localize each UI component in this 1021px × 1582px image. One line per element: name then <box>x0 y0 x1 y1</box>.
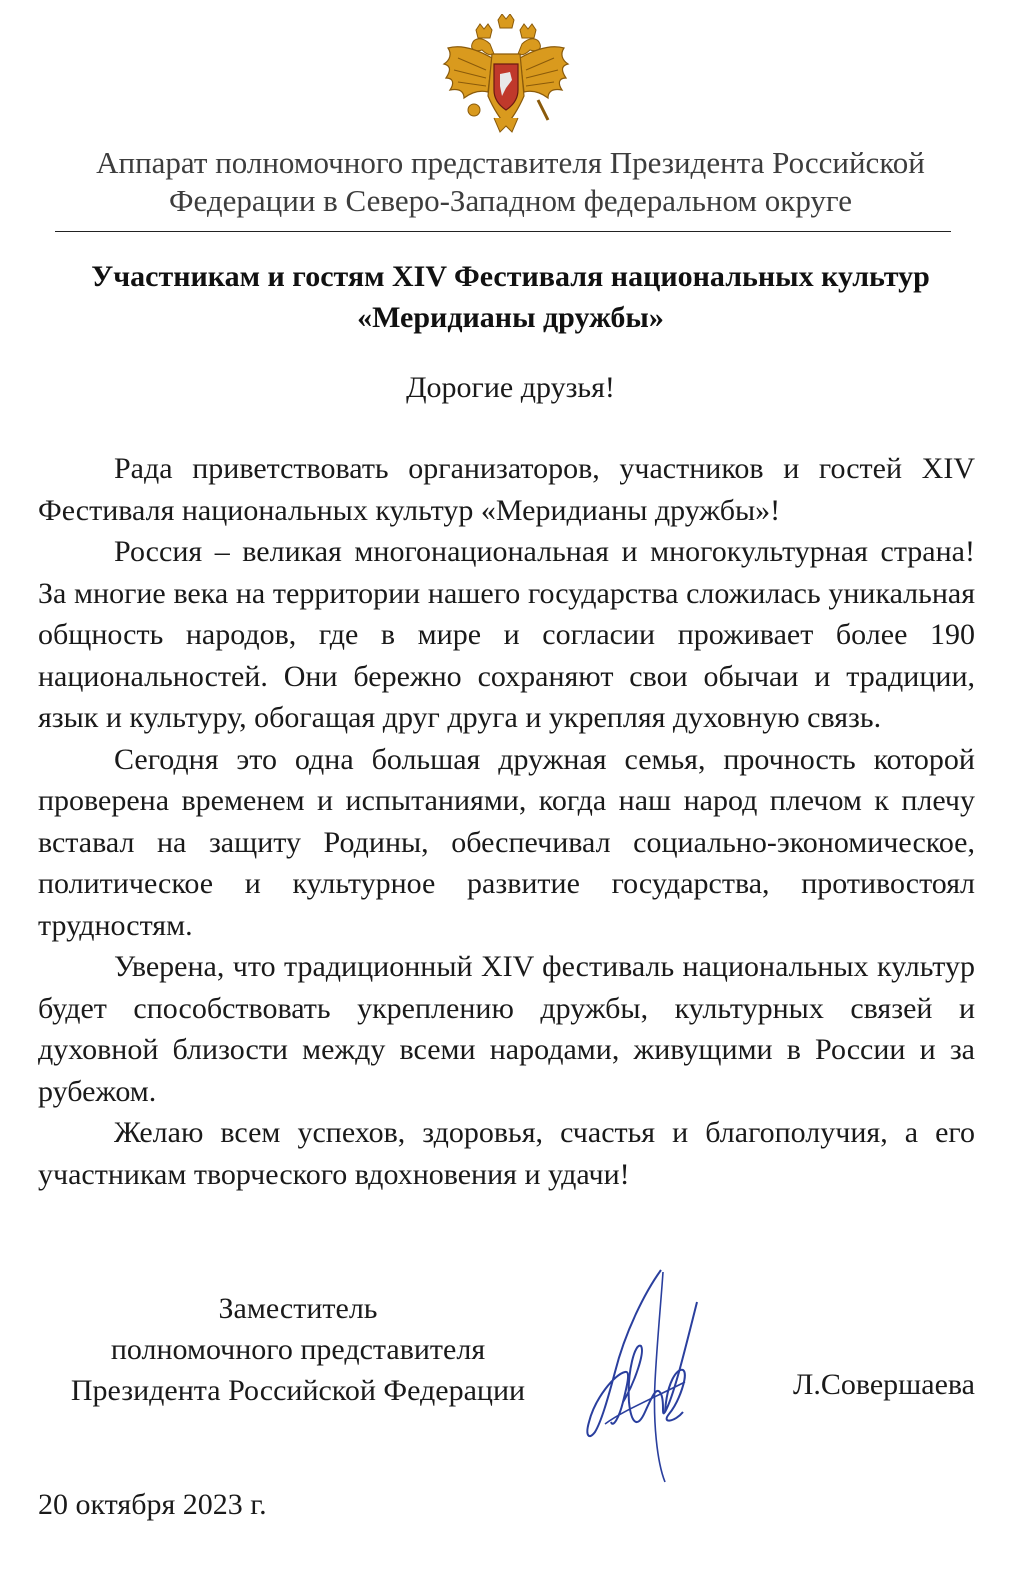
position-line-3: Президента Российской Федерации <box>70 1374 526 1407</box>
position-line-2: полномочного представителя <box>110 1333 486 1366</box>
title-line-1: Участникам и гостям XIV Фестиваля национальных культур <box>91 260 930 293</box>
greeting: Дорогие друзья! <box>406 371 615 404</box>
paragraph: Россия – великая многонациональная и многокультурная страна! За многие века на территории нашего государства сложилась уникальная общность народов, где в мире и согласии проживает более 190 национальностей. Они бережно сохраняют свои обычаи и традиции, язык и культуру, обогащая друг друга и укрепляя духовную связь. <box>38 535 975 734</box>
paragraph: Уверена, что традиционный XIV фестиваль национальных культур будет способствовать укреплению дружбы, культурных связей и духовной близости между всеми народами, живущими в России и за рубежом. <box>38 950 975 1108</box>
handwritten-signature <box>565 1262 715 1492</box>
paragraph: Желаю всем успехов, здоровья, счастья и благополучия, а его участникам творческого вдохновения и удачи! <box>38 1116 975 1191</box>
title-line-2: «Меридианы дружбы» <box>357 301 664 334</box>
eagle-emblem <box>444 14 568 132</box>
letter-date: 20 октября 2023 г. <box>38 1488 267 1521</box>
signatory-name: Л.Совершаева <box>793 1368 975 1401</box>
header-divider <box>55 231 951 232</box>
paragraph: Рада приветствовать организаторов, участников и гостей XIV Фестиваля национальных культур «Меридианы дружбы»! <box>38 452 975 527</box>
paragraph: Сегодня это одна большая дружная семья, прочность которой проверена временем и испытаниями, когда наш народ плечом к плечу вставал на защиту Родины, обеспечивал социально-экономическое, политическое и культурное развитие государства, противостоял трудностям. <box>38 742 975 942</box>
organization-header <box>40 144 981 220</box>
letter-body <box>38 448 975 1195</box>
signatory-position <box>38 1288 558 1411</box>
organization-line-2: Федерации в Северо-Западном федеральном округе <box>169 183 852 218</box>
coat-of-arms-icon <box>438 14 574 144</box>
organization-line-1: Аппарат полномочного представителя Президента Российской <box>96 145 925 180</box>
letter-title <box>30 256 991 338</box>
position-line-1: Заместитель <box>218 1292 378 1325</box>
